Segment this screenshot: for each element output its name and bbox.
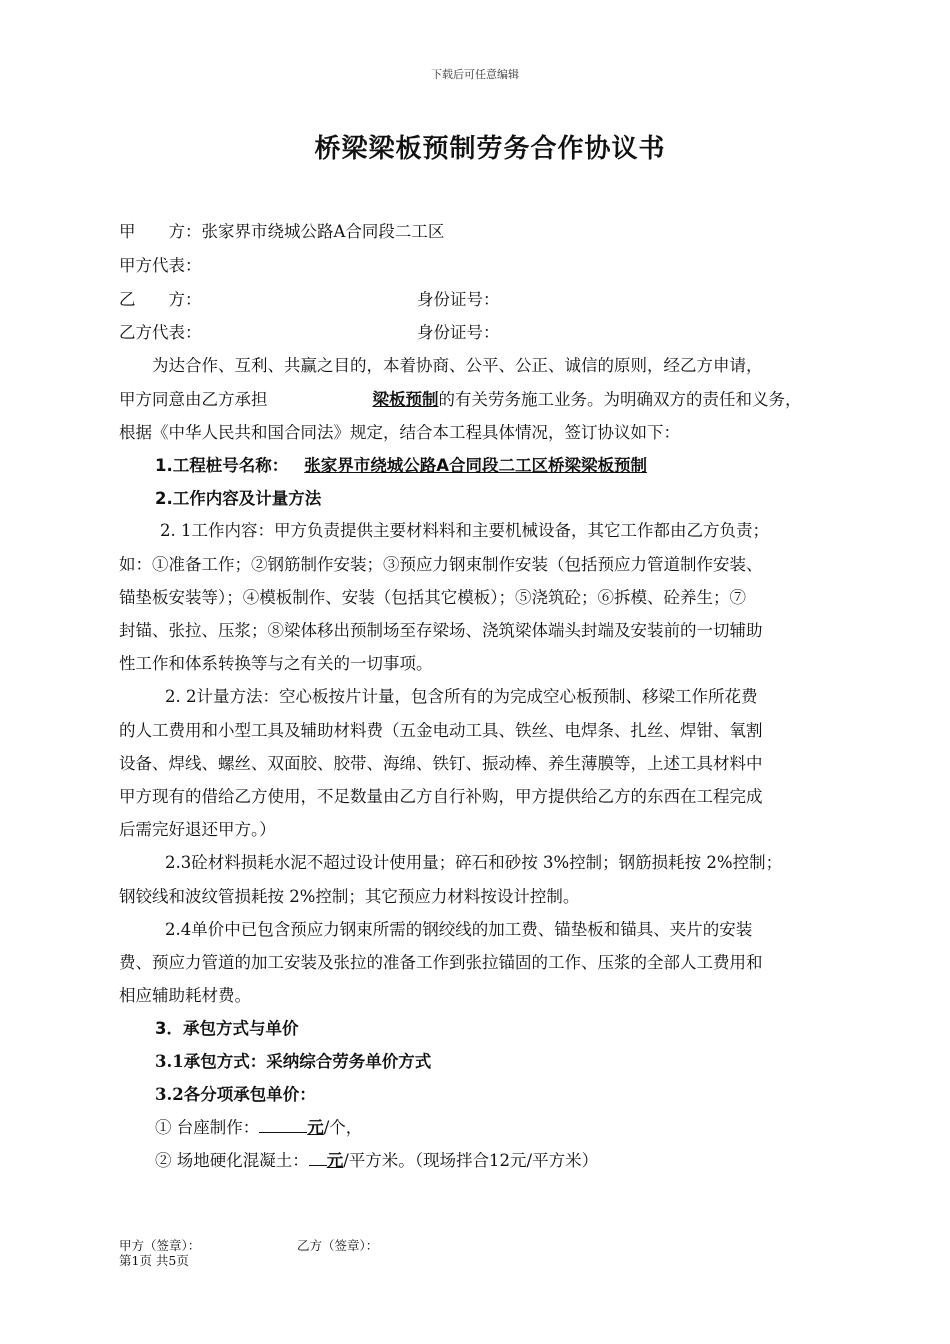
- party-b-label: 乙 方：: [119, 290, 202, 309]
- para-2-1-line: 性工作和体系转换等与之有关的一切事项。: [119, 654, 433, 673]
- price-item-ground: [155, 1147, 598, 1171]
- para-2-2-line: 2. 2计量方法：空心板按片计量，包含所有的为完成空心板预制、移梁工作所花费: [165, 687, 758, 706]
- para-2-3-line: 钢铰线和波纹管损耗按 2%控制；其它预应力材料按设计控制。: [119, 887, 580, 906]
- party-a-signature: 甲方（签章）：: [119, 1238, 201, 1253]
- price-blank: [309, 1151, 327, 1166]
- para-2-2-line: 的人工费用和小型工具及辅助材料费（五金电动工具、铁丝、电焊条、扎丝、焊钳、氧割: [119, 721, 763, 740]
- para-2-2-line: 甲方现有的借给乙方使用，不足数量由乙方自行补购，甲方提供给乙方的东西在工程完成: [119, 787, 763, 806]
- intro-line-2-post: 的有关劳务施工业务。为明确双方的责任和义务，: [438, 390, 802, 409]
- para-2-1-line: 如：①准备工作；②钢筋制作安装；③预应力钢束制作安装（包括预应力管道制作安装、: [119, 555, 763, 574]
- page-info: 第1页 共5页: [119, 1253, 189, 1268]
- section-3-heading: 3．承包方式与单价: [155, 1019, 299, 1038]
- para-2-2-line: 后需完好退还甲方。）: [119, 820, 276, 839]
- para-2-1-line: 封锚、张拉、压浆；⑧梁体移出预制场至存梁场、浇筑梁体端头封端及安装前的一切辅助: [119, 621, 763, 640]
- section-1: [155, 452, 802, 476]
- party-a-rep-label: 甲方代表：: [119, 256, 202, 275]
- intro-line-2-pre: 甲方同意由乙方承担: [119, 390, 268, 409]
- intro-line-1: 为达合作、互利、共赢之目的，本着协商、公平、公正、诚信的原则，经乙方申请，: [152, 356, 763, 375]
- party-b-rep-label: 乙方代表：: [119, 323, 202, 342]
- party-b-signature: 乙方（签章）：: [297, 1238, 379, 1253]
- section-2-heading: 2.工作内容及计量方法: [155, 489, 322, 508]
- document-title: 桥梁梁板预制劳务合作协议书: [314, 134, 666, 164]
- para-2-4-line: 相应辅助耗材费。: [119, 986, 251, 1005]
- para-2-3-line: 2.3砼材料损耗水泥不超过设计使用量；碎石和砂按 3%控制；钢筋损耗按 2%控制；: [165, 853, 783, 872]
- para-2-1-line: 2. 1工作内容：甲方负责提供主要材料料和主要机械设备，其它工作都由乙方负责；: [160, 521, 769, 540]
- price-item-pedestal-label: ① 台座制作：: [155, 1118, 260, 1137]
- para-2-2-line: 设备、焊线、螺丝、双面胶、胶带、海绵、铁钉、振动棒、养生薄膜等，上述工具材料中: [119, 754, 763, 773]
- party-a-value: 张家界市绕城公路A合同段二工区: [201, 222, 445, 241]
- party-b-rep-id-label: 身份证号：: [417, 323, 500, 342]
- price-item-ground-label: ② 场地硬化混凝土：: [155, 1151, 309, 1170]
- price-item-pedestal: [155, 1114, 362, 1138]
- intro-line-3: 根据《中华人民共和国合同法》规定，结合本工程具体情况，签订协议如下：: [119, 423, 680, 442]
- party-a-label: 甲 方：: [119, 222, 202, 241]
- para-2-1-line: 锚垫板安装等）；④模板制作、安装（包括其它模板）；⑤浇筑砼；⑥拆模、砼养生；⑦: [119, 588, 746, 607]
- party-b-id-label: 身份证号：: [417, 290, 500, 309]
- price-item-pedestal-unit: /个，: [323, 1118, 363, 1137]
- price-unit: 元: [326, 1151, 344, 1170]
- section-1-label: 1.工程桩号名称：: [155, 456, 289, 475]
- price-blank: [259, 1118, 307, 1133]
- section-3-2: 3.2各分项承包单价：: [155, 1085, 316, 1104]
- para-2-4-line: 2.4单价中已包含预应力钢束所需的钢绞线的加工费、锚垫板和锚具、夹片的安装: [165, 920, 753, 939]
- price-item-ground-unit: /平方米。（现场拌合12元/平方米）: [343, 1151, 599, 1170]
- price-unit: 元: [307, 1118, 324, 1137]
- para-2-4-line: 费、预应力管道的加工安装及张拉的准备工作到张拉锚固的工作、压浆的全部人工费用和: [119, 953, 763, 972]
- party-a-line: [119, 218, 444, 242]
- section-1-value: 张家界市绕城公路A合同段二工区桥梁梁板预制: [304, 456, 648, 475]
- intro-line-2: [119, 386, 802, 410]
- header-note: 下载后可任意编辑: [431, 68, 519, 81]
- intro-fill-blank: 梁板预制: [372, 390, 439, 409]
- section-3-1: 3.1承包方式：采纳综合劳务单价方式: [155, 1052, 432, 1071]
